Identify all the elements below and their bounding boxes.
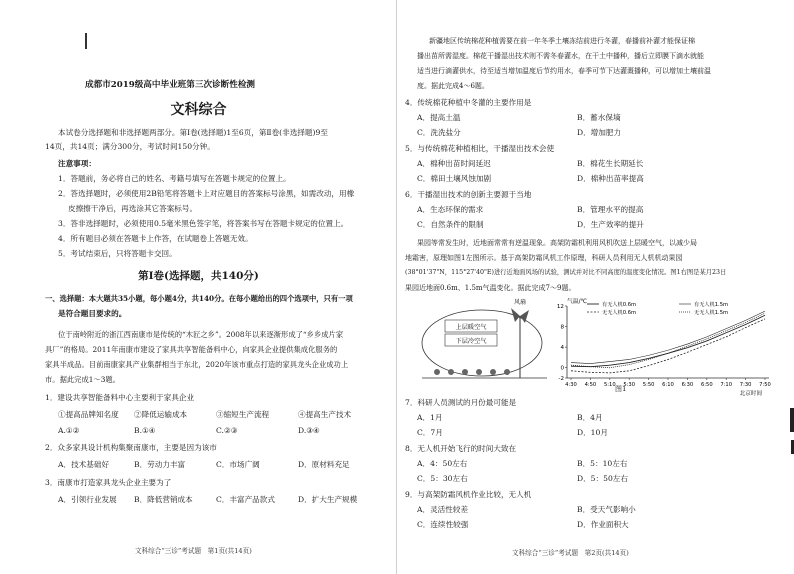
q1-item: ④提高生产技术 (298, 410, 352, 419)
q7-option-d[interactable]: D．10月 (577, 428, 608, 437)
legend-label: 无无人机1.5m (694, 310, 729, 316)
section-intro-2: 是符合题目要求的。 (58, 309, 127, 318)
q4-option-d[interactable]: D．增加肥力 (577, 128, 622, 137)
q7-options-row-1 (417, 413, 603, 423)
q5-options-row-1 (417, 159, 643, 169)
legend-label: 有无人机0.6m (602, 302, 637, 308)
q3-option-b[interactable]: B．降低营销成本 (134, 495, 193, 504)
series-line (571, 319, 765, 373)
x-tick-label: 5:10 (603, 382, 616, 388)
exam-title: 成都市2019级高中毕业班第三次诊断性检测 (85, 80, 256, 90)
q4-options-row-2 (417, 128, 621, 138)
q8-stem: 8．无人机开始飞行的时间大致在 (405, 444, 517, 453)
q2-option-d[interactable]: D．原材料充足 (298, 460, 350, 469)
q2-option-b[interactable]: B．劳动力丰富 (134, 460, 186, 469)
q4-option-c[interactable]: C．洗洗盐分 (417, 128, 461, 137)
q1-items (58, 410, 351, 420)
y-tick-label: 12 (556, 304, 564, 310)
q9-option-a[interactable]: A．灵活性较差 (417, 505, 469, 514)
y-tick-label: 8 (560, 324, 564, 331)
q1-item: ②降低运输成本 (134, 410, 188, 419)
section-intro-1: 一、选择题：本大题共35小题，每小题4分，共140分。在每小题给出的四个选项中，只有一项 (45, 294, 353, 303)
x-tick-label: 4:30 (565, 382, 577, 388)
binding-mark (85, 33, 87, 49)
q5-option-b[interactable]: B．棉花生长期延长 (577, 159, 644, 168)
x-tick-label: 7:30 (739, 382, 752, 388)
notice-4: 4．所有题目必须在答题卡上作答，在试题卷上答题无效。 (58, 234, 253, 243)
q2-option-c[interactable]: C．市场广阔 (216, 460, 260, 469)
edge-mark (790, 408, 794, 432)
passage-2-line-4: 度。据此完成4～6题。 (417, 82, 489, 90)
q7-option-a[interactable]: A．1月 (417, 413, 443, 422)
temperature-chart (557, 297, 771, 396)
passage-2-line-1: 新疆地区传统棉花种植需要在前一年冬季土壤冻结前进行冬灌，春播前补灌才能保证棉 (429, 37, 695, 45)
q5-option-d[interactable]: D．棉种出苗率提高 (577, 174, 644, 183)
q1-option-a[interactable]: A.①② (58, 426, 80, 435)
right-footer: 文科综合“三诊”考试题 第2页(共14页) (512, 548, 629, 557)
q7-stem: 7．科研人员测试的月份最可能是 (405, 398, 517, 407)
y-tick-label: 4 (560, 345, 564, 352)
q8-options-row-1 (417, 459, 627, 469)
legend-label: 有无人机1.5m (694, 302, 729, 308)
upper-air-label: 上层暖空气 (455, 324, 487, 331)
q8-options-row-2 (417, 474, 628, 484)
x-tick-label: 6:50 (700, 382, 713, 388)
left-footer: 文科综合“三诊”考试题 第1页(共14页) (135, 546, 252, 555)
notice-2: 2．答选择题时，必须使用2B铅笔将答题卡上对应题目的答案标号涂黑，如需改动，用橡 (58, 189, 355, 198)
figure-1 (417, 296, 787, 396)
q6-option-b[interactable]: B．管理水平的提高 (577, 205, 644, 214)
fan-label: 风扇 (513, 299, 527, 306)
q4-options-row-1 (417, 113, 621, 123)
y-tick-label: -2 (558, 376, 564, 382)
q3-option-a[interactable]: A．引领行业发展 (58, 495, 117, 504)
q3-stem: 3．南康市打造家具龙头企业主要为了 (45, 478, 172, 487)
section-title: 第Ⅰ卷(选择题，共140分) (138, 270, 259, 282)
q9-option-c[interactable]: C．连续性较强 (417, 520, 469, 529)
q4-option-b[interactable]: B．蓄水保墒 (577, 113, 621, 122)
passage-3-line-2: 地霜害，原理如图1左图所示。基于高架防霜风机工作原理，科研人员利用无人机机动果园 (405, 254, 683, 262)
lower-air-label: 下层冷空气 (455, 338, 487, 345)
passage-1-line-4: 市。据此完成1～3题。 (45, 375, 120, 384)
chart-xlabel: 北京时间 (739, 391, 762, 396)
q1-option-c[interactable]: C.②③ (216, 426, 238, 435)
right-page (397, 0, 794, 574)
q6-stem: 6．干播湿出技术的创新主要源于当地 (405, 190, 532, 199)
q8-option-c[interactable]: C．5：30左右 (417, 474, 468, 483)
q9-options-row-1 (417, 505, 636, 515)
passage-1-line-2: 具厂”的格局。2011年南康市建设了家具共享智能备料中心，向家具企业提供集成化服务的 (45, 345, 338, 354)
notice-1: 1．答题前，务必将自己的姓名、考籍号填写在答题卡规定的位置上。 (58, 174, 291, 183)
q6-option-a[interactable]: A．生态环保的需求 (417, 205, 484, 214)
q7-option-c[interactable]: C．7月 (417, 428, 443, 437)
q6-option-c[interactable]: C．自然条件的限制 (417, 220, 484, 229)
notice-title: 注意事项： (58, 159, 96, 168)
q5-options-row-2 (417, 174, 644, 184)
q6-option-d[interactable]: D．生产效率的提升 (577, 220, 644, 229)
q6-options-row-1 (417, 205, 643, 215)
passage-3-line-4: 果园近地面0.6m、1.5m气温变化。据此完成7～9题。 (405, 284, 576, 292)
series-line (571, 315, 765, 366)
series-line (571, 311, 765, 363)
q9-option-b[interactable]: B．受天气影响小 (577, 505, 636, 514)
x-tick-label: 7:10 (720, 382, 733, 388)
q8-option-a[interactable]: A．4：50左右 (417, 459, 468, 468)
q9-option-d[interactable]: D．作业面积大 (577, 520, 629, 529)
q9-options-row-2 (417, 520, 629, 530)
figure-caption: 图1 (615, 385, 627, 393)
q5-stem: 5．与传统棉花种植相比，干播湿出技术会使 (405, 144, 555, 153)
notice-3: 3．答非选择题时，必须使用0.5毫米黑色签字笔，将答案书写在答题卡规定的位置上。 (58, 219, 349, 228)
q1-options (58, 426, 320, 436)
passage-1-line-1: 位于南岭附近的浙江西南康市是传统的“木匠之乡”。2008年以来逐渐形成了“乡乡成片家 (58, 330, 344, 339)
notice-5: 5．考试结束后，只将答题卡交回。 (58, 249, 177, 258)
q8-option-b[interactable]: B．5：10左右 (577, 459, 628, 468)
passage-2-line-3: 适当进行滴灌供水，待至适当增加温度后节约用水，春季可节下达灌溉播种，可以增加土壤前温 (417, 67, 711, 75)
q2-options (58, 460, 350, 470)
x-tick-label: 5:50 (642, 382, 655, 388)
q9-stem: 9．与高架防霜风机作业比较，无人机 (405, 490, 532, 499)
passage-2-line-2: 播出苗所需湿度。棉花干播湿出技术则不需冬春灌水，在干土中播种，播后立即膜下滴水就能 (417, 52, 704, 60)
x-tick-label: 6:10 (662, 382, 674, 388)
q4-option-a[interactable]: A．提高土温 (417, 113, 461, 122)
passage-3-line-3: (38°01'37"N，115°27'40"E)进行近地面风场的试验，测试并对比不同高度的温度变化情况。图1右图是某月23日 (405, 269, 727, 276)
passage-3-line-1: 果园等常发生时，近地面常常有逆温现象。高架防霜机利用风机吹送上层暖空气，以减少局 (417, 239, 697, 247)
q7-options-row-2 (417, 428, 608, 438)
intro-line-1: 本试卷分选择题和非选择题两部分。第Ⅰ卷(选择题)1至6页，第Ⅱ卷(非选择题)9至 (58, 128, 328, 137)
q2-stem: 2．众多家具设计机构集聚南康市，主要是因为该市 (45, 443, 217, 452)
q1-option-b[interactable]: B.①④ (134, 426, 156, 435)
x-ticks (565, 378, 771, 388)
passage-1-line-3: 家具半成品。目前南康家具产业集群相当于东北，2020年该市重点打造的家具龙头企业成功上 (45, 360, 349, 369)
q1-stem: 1．建设共享智能备料中心主要利于家具企业 (45, 393, 195, 402)
chart-series (571, 311, 765, 373)
fan-diagram (422, 298, 547, 378)
x-tick-label: 4:50 (584, 382, 597, 388)
chart-legend (587, 300, 728, 316)
y-ticks (557, 304, 567, 382)
y-tick-label: 0 (560, 365, 564, 372)
subject-title: 文科综合 (170, 102, 227, 118)
tree-icon (434, 369, 510, 375)
x-tick-label: 7:50 (759, 382, 771, 388)
q2-option-a[interactable]: A．技术基础好 (58, 460, 110, 469)
intro-line-2: 14页，共14页；满分300分，考试时间150分钟。 (45, 142, 215, 151)
q6-options-row-2 (417, 220, 644, 230)
q1-item: ①提高品牌知名度 (58, 410, 119, 419)
q3-option-c[interactable]: C．丰富产品款式 (216, 495, 275, 504)
q1-option-d[interactable]: D.③④ (298, 426, 320, 435)
q5-option-c[interactable]: C．棉田土壤风蚀加剧 (417, 174, 492, 183)
q1-item: ③缩短生产流程 (216, 410, 270, 419)
x-tick-label: 6:30 (681, 382, 694, 388)
chart-ylabel: 气温/℃ (567, 299, 588, 305)
x-tick-label: 5:30 (623, 382, 636, 388)
q3-options (58, 495, 357, 505)
q4-stem: 4．传统棉花种植中冬灌的主要作用是 (405, 98, 532, 107)
q5-option-a[interactable]: A．棉种出苗时间延迟 (417, 159, 491, 168)
q3-option-d[interactable]: D．扩大生产规模 (298, 495, 358, 504)
q8-option-d[interactable]: D．5：50左右 (577, 474, 628, 483)
legend-label: 无无人机0.6m (602, 310, 637, 316)
q7-option-b[interactable]: B．4月 (577, 413, 603, 422)
notice-2-cont: 皮擦擦干净后，再选涂其它答案标号。 (68, 204, 198, 213)
